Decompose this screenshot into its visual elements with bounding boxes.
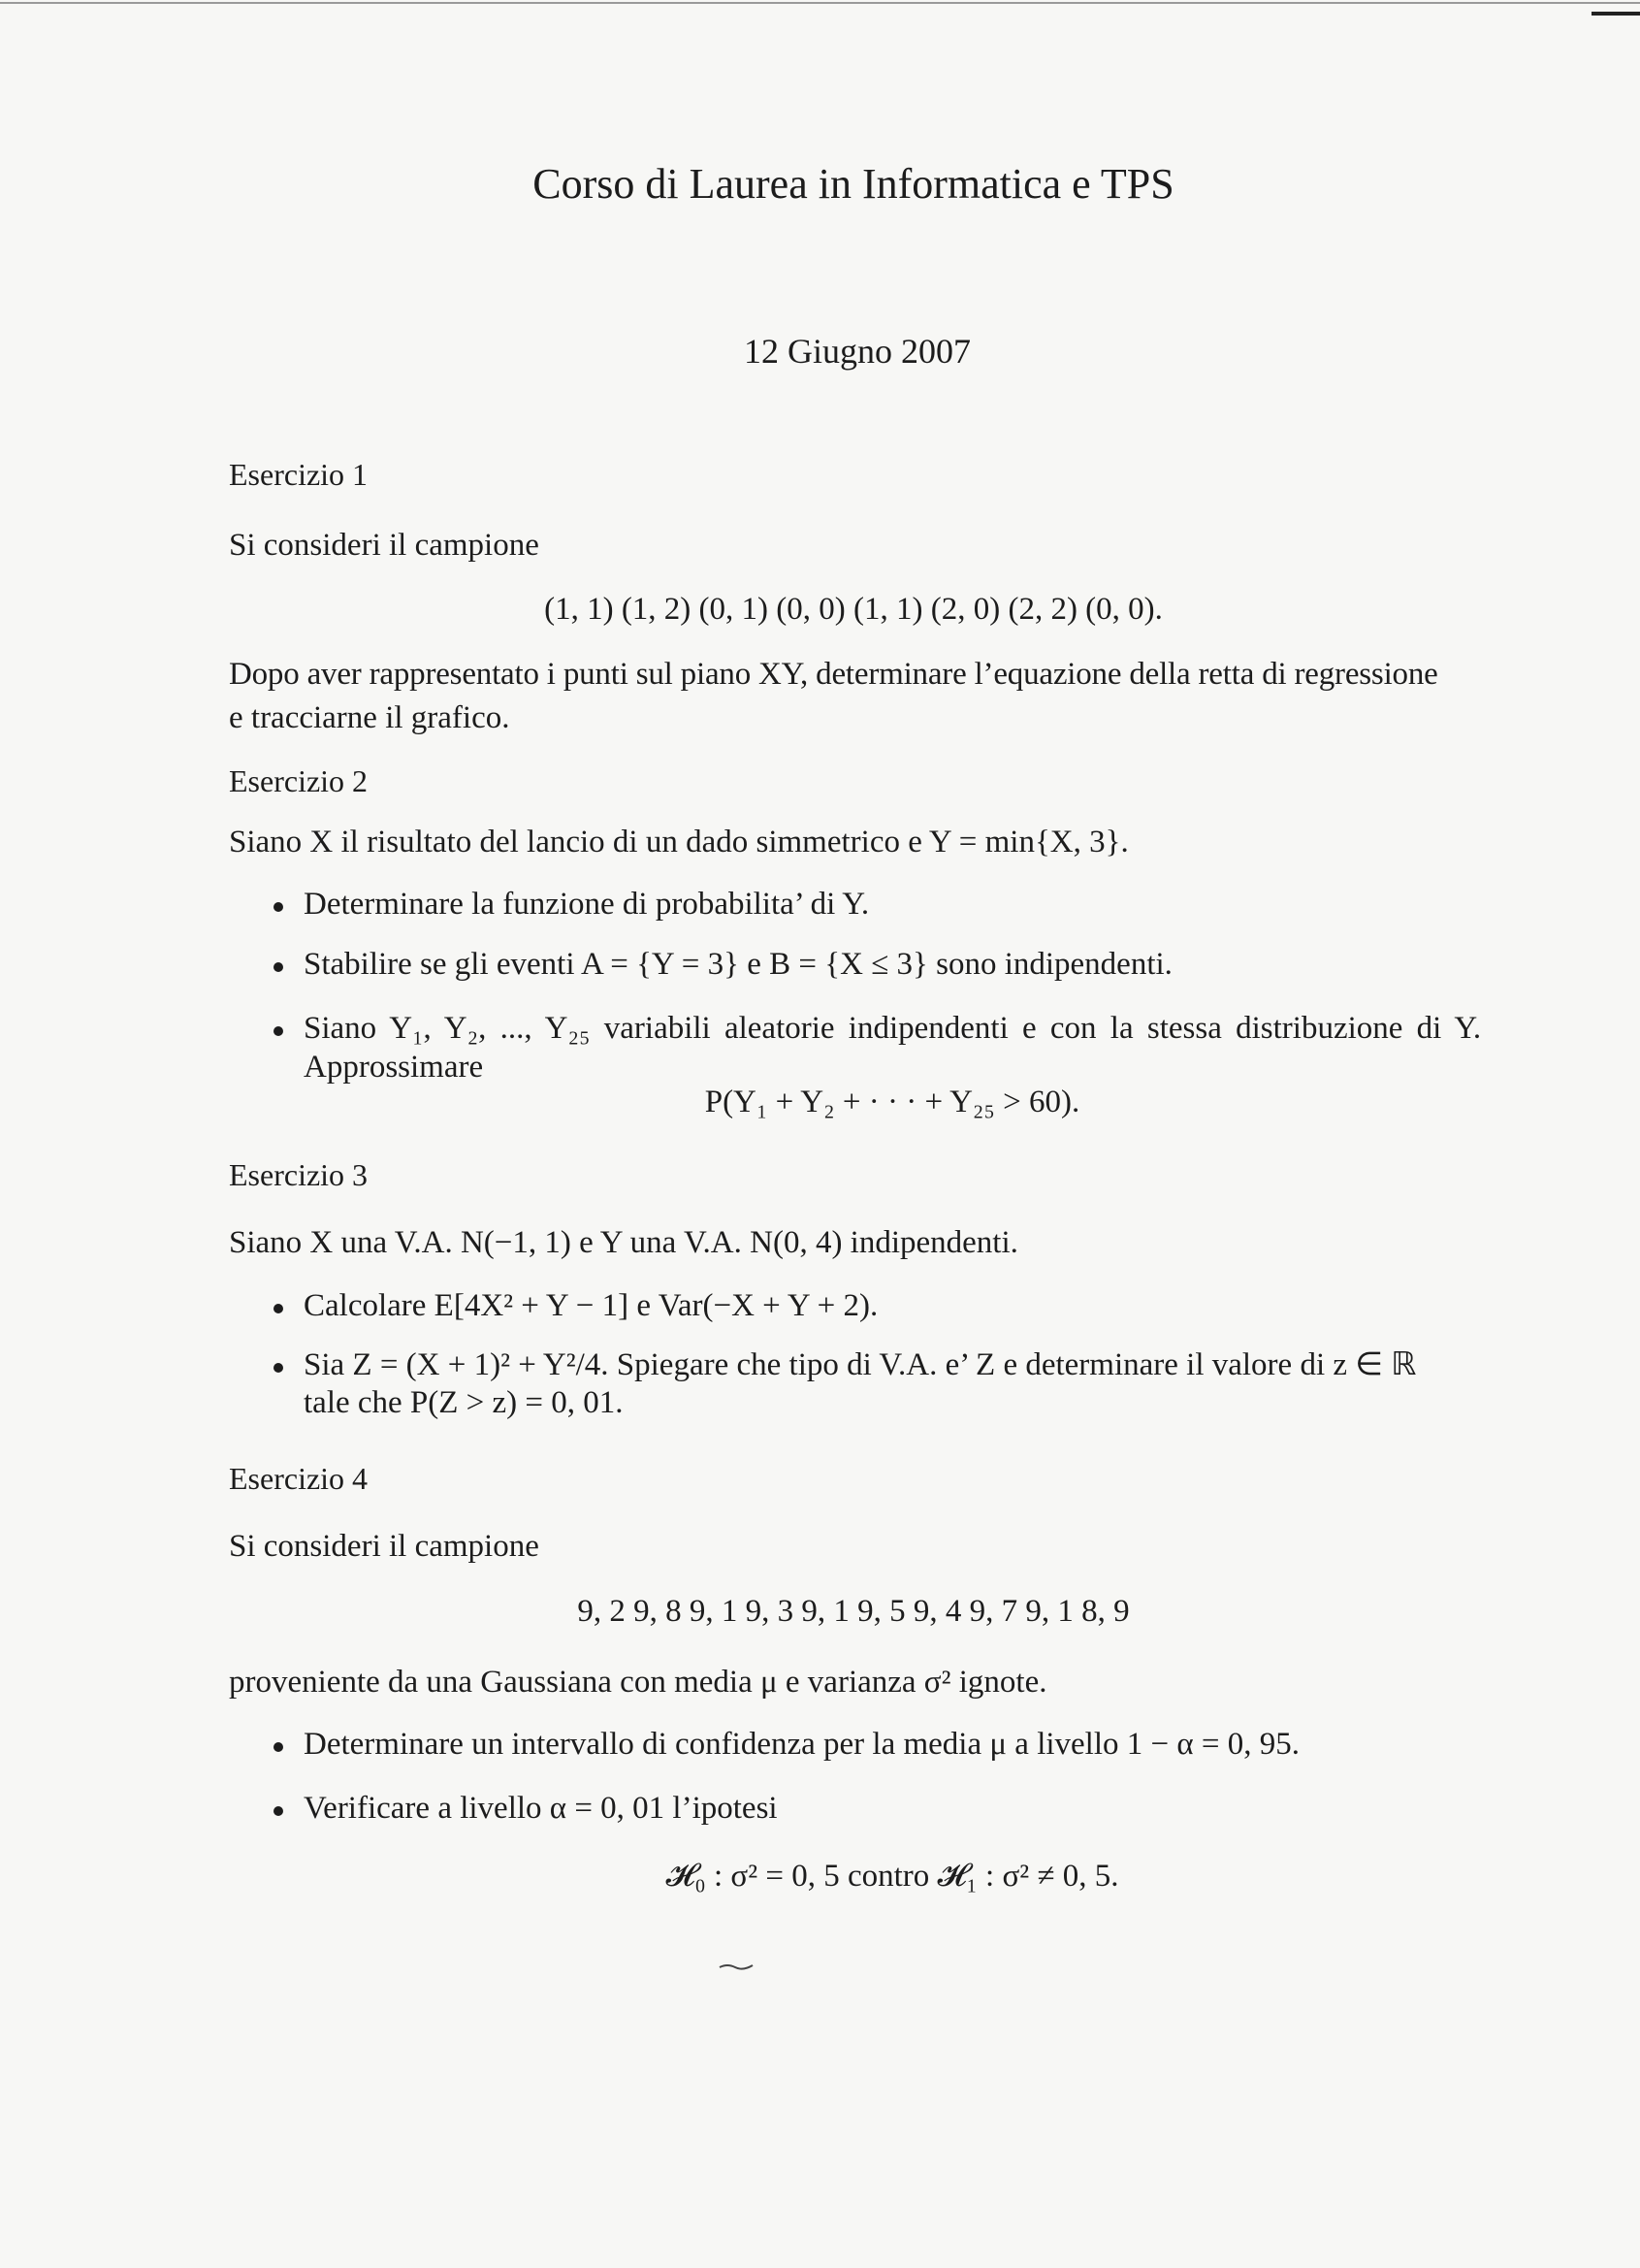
exercise-2-formula: P(Y₁ + Y₂ + · · · + Y₂₅ > 60). [704,1085,1080,1119]
bullet-icon [273,962,283,972]
exercise-1-sample: (1, 1) (1, 2) (0, 1) (0, 0) (1, 1) (2, 0) (2, 2) (0, 0). [544,592,1163,627]
exercise-4-sample: 9, 2 9, 8 9, 1 9, 3 9, 1 9, 5 9, 4 9, 7 9, 1 8, 9 [577,1594,1130,1629]
bullet-icon [273,902,283,912]
bullet-icon [273,1026,283,1036]
bullet-icon [273,1304,283,1313]
exercise-3-item-2-cont: tale che P(Z > z) = 0, 01. [304,1385,624,1420]
scan-edge-line [0,2,1640,4]
exercise-4-item-2: Verificare a livello α = 0, 01 l’ipotesi [304,1791,778,1826]
exercise-4-formula: 𝓗₀ : σ² = 0, 5 contro 𝓗₁ : σ² ≠ 0, 5. [665,1859,1119,1894]
exercise-2-intro: Siano X il risultato del lancio di un dado simmetrico e Y = min{X, 3}. [229,825,1129,859]
exercise-1-heading: Esercizio 1 [229,457,369,492]
exercise-4-text: proveniente da una Gaussiana con media μ e varianza σ² ignote. [229,1665,1047,1700]
exercise-2-item-2: Stabilire se gli eventi A = {Y = 3} e B = {X ≤ 3} sono indipendenti. [304,947,1173,982]
course-title: Corso di Laurea in Informatica e TPS [532,160,1174,208]
exercise-3-heading: Esercizio 3 [229,1157,369,1192]
exercise-4-intro: Si consideri il campione [229,1529,539,1564]
exercise-3-intro: Siano X una V.A. N(−1, 1) e Y una V.A. N(0, 4) indipendenti. [229,1225,1018,1260]
exercise-4-item-1: Determinare un intervallo di confidenza per la media μ a livello 1 − α = 0, 95. [304,1727,1301,1762]
exercise-1-text-cont: e tracciarne il grafico. [229,700,510,735]
exercise-2-heading: Esercizio 2 [229,763,369,798]
exercise-1-text: Dopo aver rappresentato i punti sul piano XY, determinare l’equazione della retta di regressione [229,657,1438,692]
exercise-4-heading: Esercizio 4 [229,1461,369,1496]
exercise-2-item-1: Determinare la funzione di probabilita’ di Y. [304,887,870,922]
exercise-3-item-2: Sia Z = (X + 1)² + Y²/4. Spiegare che tipo di V.A. e’ Z e determinare il valore di z ∈ ℝ [304,1347,1417,1382]
exercise-1-intro: Si consideri il campione [229,528,539,563]
bullet-icon [273,1806,283,1816]
bullet-icon [273,1742,283,1752]
scan-corner-mark [1592,12,1640,16]
pen-mark [718,1960,756,1973]
exercise-2-item-3-cont: Approssimare [304,1050,484,1085]
bullet-icon [273,1363,283,1373]
exercise-3-item-1: Calcolare E[4X² + Y − 1] e Var(−X + Y + 2). [304,1288,879,1323]
exam-date: 12 Giugno 2007 [744,332,971,371]
exercise-2-item-3: Siano Y₁, Y₂, ..., Y₂₅ variabili aleatorie indipendenti e con la stessa distribuzione di Y. [304,1011,1482,1046]
